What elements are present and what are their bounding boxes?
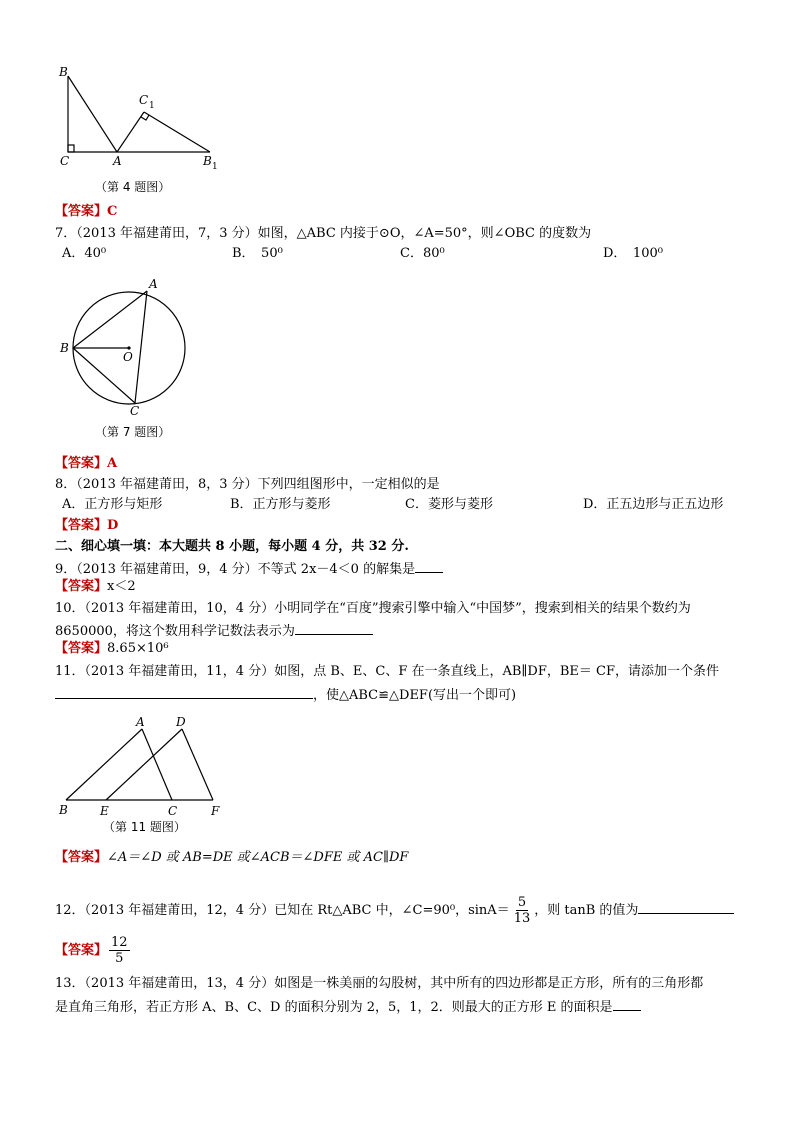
label-e: E <box>100 804 109 818</box>
figure-q4-caption: （第 4 题图） <box>95 180 171 194</box>
q7-option-c: C．80⁰ <box>400 246 445 261</box>
answer-q8: 【答案】D <box>55 518 119 533</box>
q8-option-c: C．菱形与菱形 <box>405 497 493 512</box>
figure-q4 <box>55 62 225 177</box>
label-c1: C <box>139 93 149 107</box>
figure-q11-caption: （第 11 题图） <box>103 820 186 834</box>
label-a: A <box>149 277 158 291</box>
fraction-5-13: $\frac{5}{13}$ <box>513 895 531 926</box>
answer-q9: 【答案】x＜2 <box>55 579 136 594</box>
answer-blank <box>638 899 734 914</box>
question-11-line2: ，使△ABC≌△DEF(写出一个即可) <box>55 684 516 705</box>
answer-q10: 【答案】8.65×10⁶ <box>55 641 169 656</box>
label-b: B <box>59 65 68 79</box>
question-8-stem: 8．（2013 年福建莆田，8，3 分）下列四组图形中，一定相似的是 <box>55 477 440 492</box>
answer-blank <box>613 996 641 1011</box>
q8-option-d: D．正五边形与正五边形 <box>583 497 724 512</box>
label-c1-sub: 1 <box>149 101 155 111</box>
question-9: 9．（2013 年福建莆田，9，4 分）不等式 2x－4＜0 的解集是 <box>55 558 443 579</box>
label-b: B <box>60 341 69 355</box>
label-f: F <box>211 804 220 818</box>
answer-blank <box>415 558 443 573</box>
label-d: D <box>176 715 186 729</box>
answer-blank <box>295 620 373 635</box>
figure-q11 <box>55 712 235 820</box>
label-b: B <box>59 803 68 817</box>
label-a: A <box>136 715 145 729</box>
answer-blank <box>55 684 313 699</box>
question-10-line2: 8650000，将这个数用科学记数法表示为 <box>55 620 373 641</box>
label-c: C <box>168 804 178 818</box>
section-2-header: 二、细心填一填：本大题共 8 小题，每小题 4 分，共 32 分. <box>55 539 409 554</box>
q7-option-d: D． 100⁰ <box>603 246 663 261</box>
label-c: C <box>130 404 140 418</box>
question-13-line2: 是直角三角形，若正方形 A、B、C、D 的面积分别为 2，5，1，2．则最大的正方形 E 的面积是 <box>55 996 641 1017</box>
question-11-line1: 11．（2013 年福建莆田，11，4 分）如图，点 B、E、C、F 在一条直线上，AB∥DF，BE＝ CF，请添加一个条件 <box>55 664 720 679</box>
q7-option-b: B． 50⁰ <box>232 246 283 261</box>
q8-option-b: B．正方形与菱形 <box>230 497 331 512</box>
fraction-12-5: $\frac{12}{5}$ <box>111 935 128 966</box>
label-b1: B <box>203 154 212 168</box>
question-10-line1: 10．（2013 年福建莆田，10，4 分）小明同学在“百度”搜索引擎中输入“中国梦”，搜索到相关的结果个数约为 <box>55 601 691 616</box>
figure-q7-caption: （第 7 题图） <box>95 425 171 439</box>
q7-option-a: A．40⁰ <box>62 246 107 261</box>
label-o: O <box>123 350 133 364</box>
question-13-line1: 13．（2013 年福建莆田，13，4 分）如图是一株美丽的勾股树，其中所有的四边形都是正方形，所有的三角形都 <box>55 976 704 991</box>
question-7-stem: 7．（2013 年福建莆田，7，3 分）如图，△ABC 内接于⊙O，∠A=50°，则∠OBC 的度数为 <box>55 226 592 241</box>
label-b1-sub: 1 <box>212 162 218 172</box>
answer-q12: 【答案】 $\frac{12}{5}$ <box>55 935 128 966</box>
answer-q6: 【答案】C <box>55 204 118 219</box>
q8-option-a: A．正方形与矩形 <box>62 497 163 512</box>
label-a: A <box>113 154 122 168</box>
figure-q7 <box>55 272 205 420</box>
question-12: 12．（2013 年福建莆田，12，4 分）已知在 Rt△ABC 中，∠C=90⁰，sinA＝ $\frac{5}{13}$ ，则 tanB 的值为 <box>55 893 734 929</box>
answer-q11: 【答案】∠A＝∠D 或 AB=DE 或∠ACB＝∠DFE 或 AC∥DF <box>55 850 409 865</box>
answer-q7: 【答案】A <box>55 456 118 471</box>
label-c: C <box>60 154 70 168</box>
